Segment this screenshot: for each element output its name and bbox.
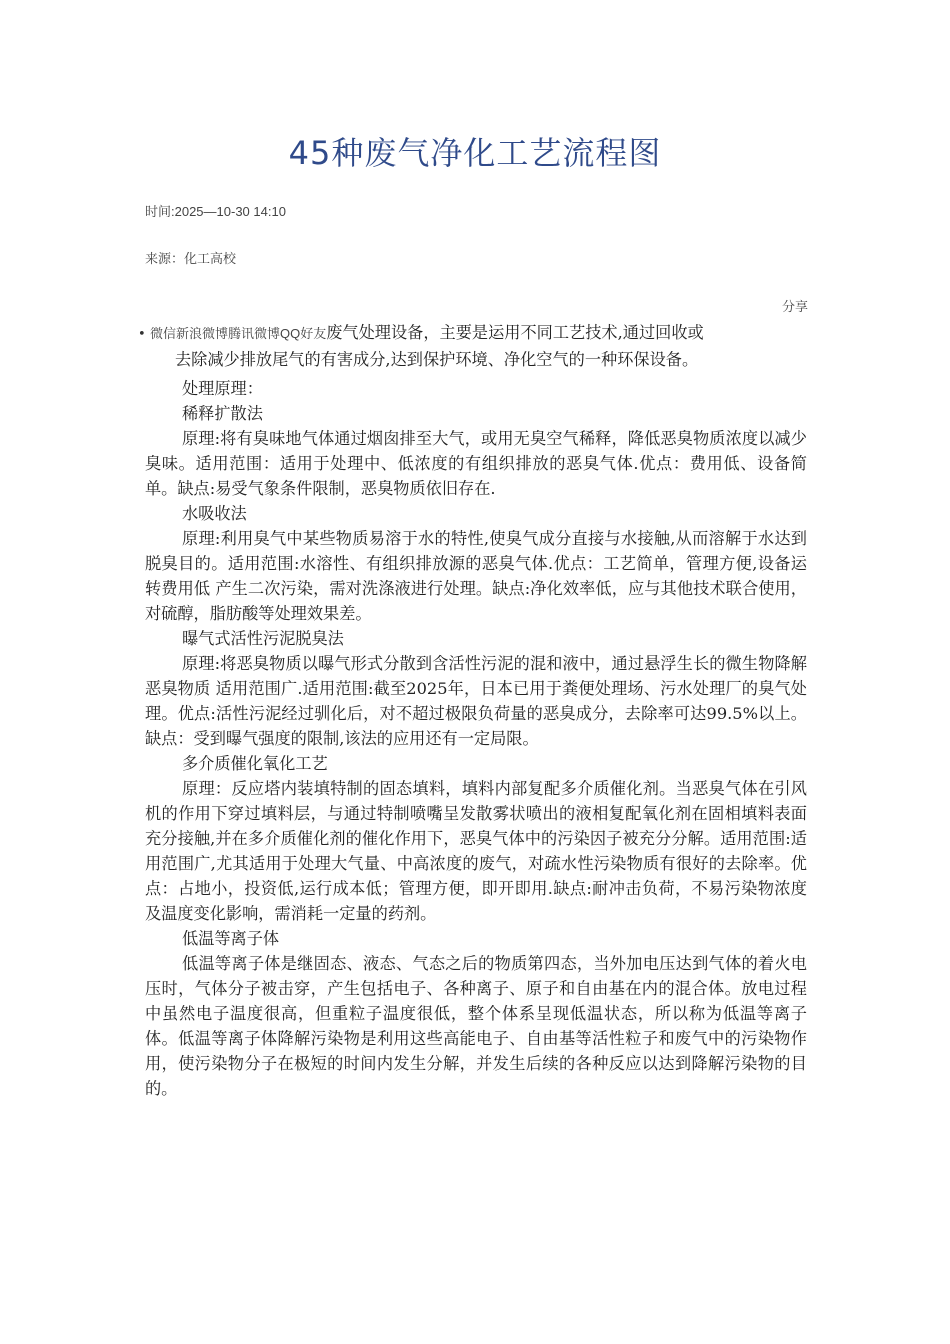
publish-time: 时间:2025—10-30 14:10 — [145, 204, 286, 219]
section-heading: 低温等离子体 — [182, 929, 280, 948]
section-heading: 水吸收法 — [182, 504, 247, 523]
article-body — [145, 376, 807, 1101]
share-links[interactable]: 微信新浪微博腾讯微博QQ好友 — [150, 326, 327, 341]
intro-text-1: 废气处理设备，主要是运用不同工艺技术,通过回收或 — [326, 323, 704, 342]
section-paragraph: 原理:将恶臭物质以曝气形式分散到含活性污泥的混和液中，通过悬浮生长的微生物降解恶臭物质 适用范围广.适用范围:截至2025年，日本已用于粪便处理场、污水处理厂的臭气处理。优点:活性污泥经过驯化后，对不超过极限负荷量的恶臭成分，去除率可达99.5%以上。缺点：受到曝气强度的限制,该法的应用还有一定局限。 — [145, 654, 807, 748]
section-heading: 稀释扩散法 — [182, 404, 263, 423]
section-paragraph: 原理：反应塔内装填特制的固态填料，填料内部复配多介质催化剂。当恶臭气体在引风机的作用下穿过填料层，与通过特制喷嘴呈发散雾状喷出的液相复配氧化剂在固相填料表面充分接触,并在多介质催化剂的催化作用下，恶臭气体中的污染因子被充分分解。适用范围:适用范围广,尤其适用于处理大气量、中高浓度的废气，对疏水性污染物质有很好的去除率。优点：占地小，投资低,运行成本低；管理方便，即开即用.缺点:耐冲击负荷，不易污染物浓度及温度变化影响，需消耗一定量的药剂。 — [145, 779, 807, 923]
article-source: 来源：化工高校 — [145, 251, 237, 266]
section-heading: 多介质催化氧化工艺 — [182, 754, 328, 773]
intro-block — [138, 320, 808, 372]
bullet-icon: • — [138, 327, 146, 342]
section-paragraph: 低温等离子体是继固态、液态、气态之后的物质第四态，当外加电压达到气体的着火电压时，气体分子被击穿，产生包括电子、各种离子、原子和自由基在内的混合体。放电过程中虽然电子温度很高，但重粒子温度很低，整个体系呈现低温状态，所以称为低温等离子体。低温等离子体降解污染物是利用这些高能电子、自由基等活性粒子和废气中的污染物作用，使污染物分子在极短的时间内发生分解，并发生后续的各种反应以达到降解污染物的目的。 — [145, 954, 807, 1098]
intro-text-2: 去除减少排放尾气的有害成分,达到保护环境、净化空气的一种环保设备。 — [175, 350, 699, 369]
section-heading: 曝气式活性污泥脱臭法 — [182, 629, 344, 648]
section-paragraph: 原理:将有臭味地气体通过烟囱排至大气，或用无臭空气稀释，降低恶臭物质浓度以减少臭味。适用范围：适用于处理中、低浓度的有组织排放的恶臭气体.优点：费用低、设备简单。缺点:易受气象条件限制，恶臭物质依旧存在. — [145, 429, 807, 498]
share-label[interactable]: 分享 — [781, 299, 808, 314]
article-title: 45种废气净化工艺流程图 — [288, 134, 662, 172]
principle-heading: 处理原理： — [182, 379, 263, 398]
section-paragraph: 原理:利用臭气中某些物质易溶于水的特性,使臭气成分直接与水接触,从而溶解于水达到脱臭目的。适用范围:水溶性、有组织排放源的恶臭气体.优点：工艺简单，管理方便,设备运转费用低 产生二次污染，需对洗涤液进行处理。缺点:净化效率低，应与其他技术联合使用，对硫醇，脂肪酸等处理效果差。 — [145, 529, 807, 623]
